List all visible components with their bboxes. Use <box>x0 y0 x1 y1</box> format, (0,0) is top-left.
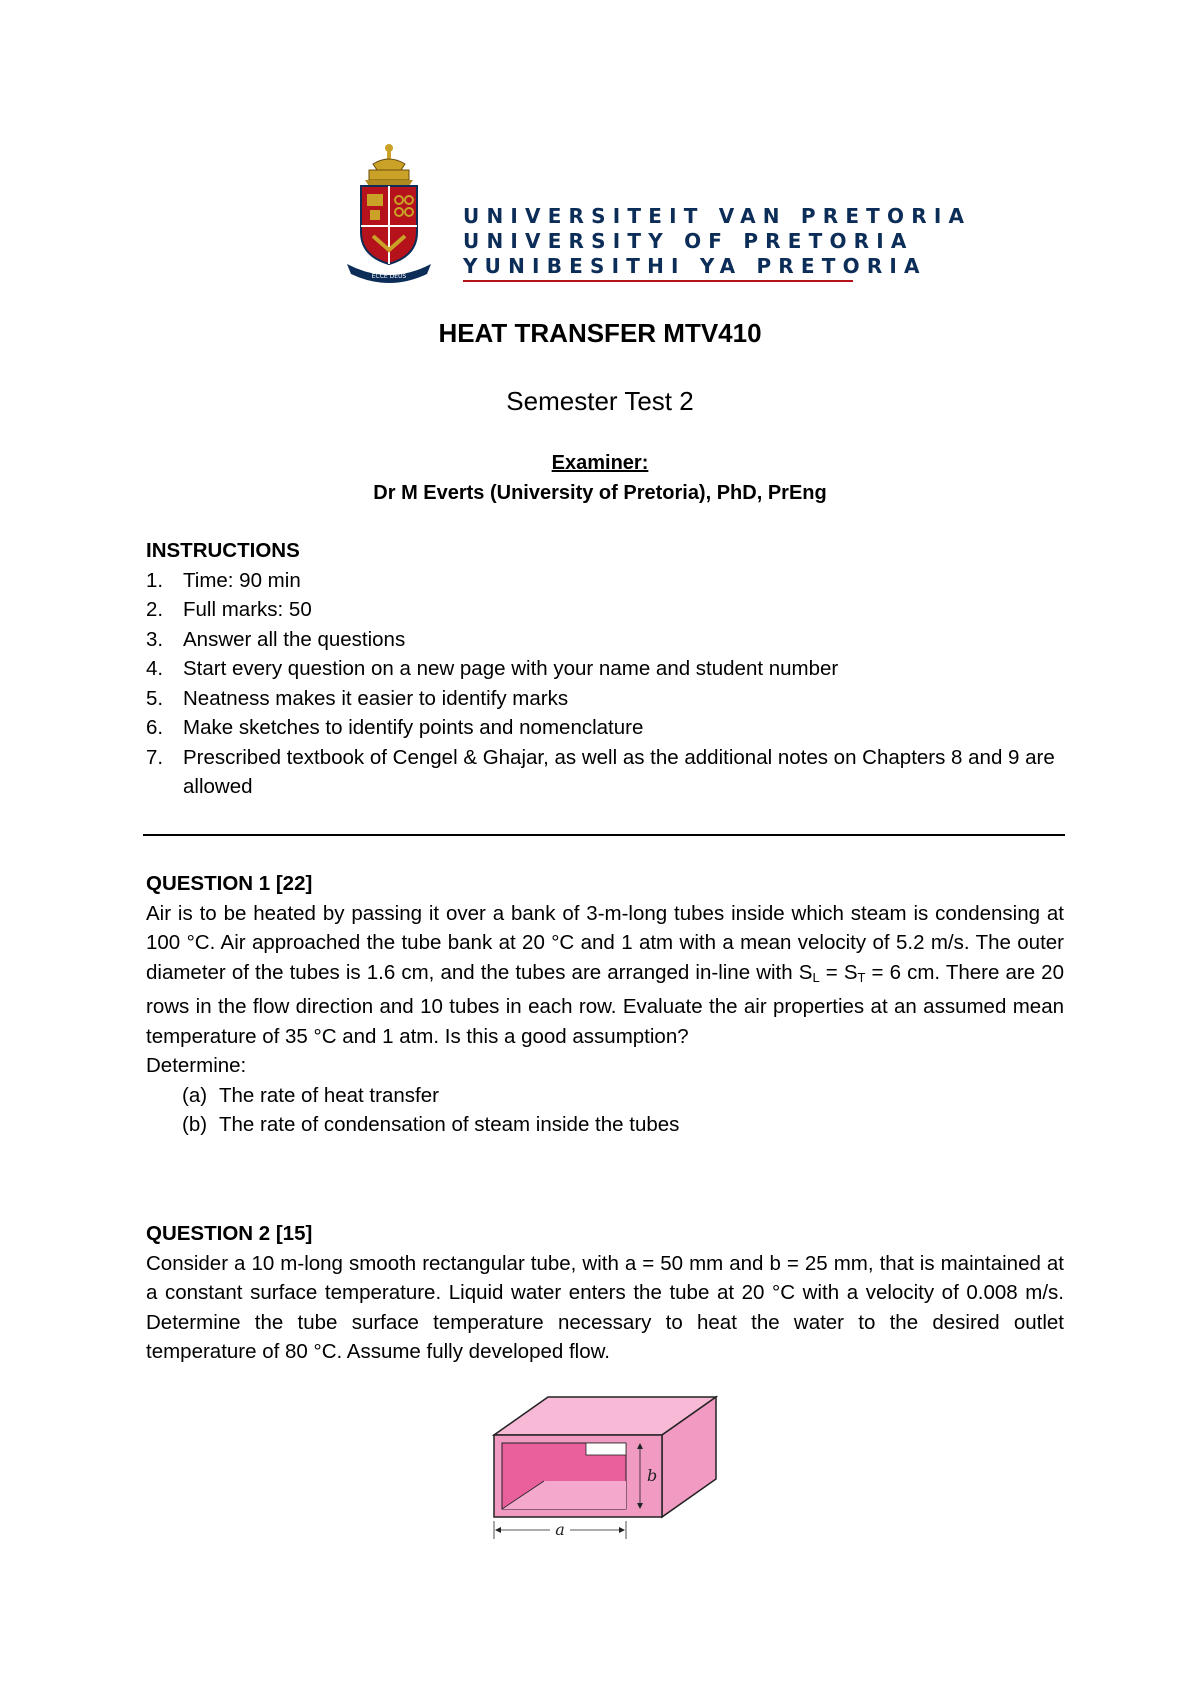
instruction-text: Full marks: 50 <box>183 598 312 621</box>
instruction-text: Neatness makes it easier to identify marks <box>183 686 569 710</box>
instructions-section <box>146 536 1064 802</box>
question-1-heading: QUESTION 1 [22] <box>146 872 313 895</box>
tube-far-opening <box>586 1443 626 1455</box>
university-name-english: UNIVERSITY OF PRETORIA <box>463 229 914 253</box>
part-label: (a) <box>182 1083 208 1107</box>
crest-motto: ECCE DEUS <box>371 273 407 280</box>
examiner-name: Dr M Everts (University of Pretoria), PhD, PrEng <box>373 482 827 504</box>
university-logo <box>343 140 972 290</box>
test-name: Semester Test 2 <box>506 386 694 416</box>
instruction-number: 7. <box>146 745 164 769</box>
instruction-number: 6. <box>146 716 164 739</box>
university-name-sepedi: YUNIBESITHI YA PRETORIA <box>463 254 927 278</box>
part-label: (b) <box>182 1113 208 1136</box>
instruction-item <box>146 654 1064 684</box>
examiner-label: Examiner: <box>551 452 649 474</box>
instruction-text: Answer all the questions <box>183 627 406 651</box>
instruction-text: Start every question on a new page with your name and student number <box>183 657 839 680</box>
instruction-text: Time: 90 min <box>183 568 301 592</box>
determine-label: Determine: <box>146 1054 247 1077</box>
university-name-afrikaans: UNIVERSITEIT VAN PRETORIA <box>463 204 972 228</box>
instruction-item <box>146 684 1064 714</box>
instruction-item <box>146 743 1064 802</box>
instructions-heading: INSTRUCTIONS <box>146 539 300 562</box>
dimension-b-label: b <box>647 1466 658 1485</box>
question-2-text: Consider a 10 m-long smooth rectangular tube, with a = 50 mm and b = 25 mm, that is maintained at a constant surface temperature. Liquid water enters the tube at 20 °C with a velocity of 0.008 m/s. Determine the tube surface temperature necessary to heat the water to the desired outlet temperature of 80 °C. Assume fully developed flow. <box>146 1251 1064 1363</box>
instruction-item <box>146 566 1064 596</box>
instruction-item <box>146 713 1064 743</box>
logo-red-rule <box>463 280 853 282</box>
question-part <box>182 1081 1064 1111</box>
instruction-item <box>146 625 1064 655</box>
dimension-a-label: a <box>555 1520 565 1539</box>
instruction-number: 4. <box>146 657 164 680</box>
rectangular-tube-figure <box>490 1393 722 1541</box>
question-part <box>182 1110 1064 1140</box>
instruction-number: 5. <box>146 686 164 710</box>
part-text: The rate of heat transfer <box>219 1083 439 1107</box>
question-1-text: Air is to be heated by passing it over a bank of 3-m-long tubes inside which steam is condensing at 100 °C. Air approached the tube bank at 20 °C and 1 atm with a mean velocity of 5.2 m/s. The outer diameter of the tubes is 1.6 cm, and the tubes are arranged in-line with $S_L = S_T = 6$ cm. There are 20 rows in the flow direction and 10 tubes in each row. Evaluate the air properties at an assumed mean temperature of 35 °C and 1 atm. Is this a good assumption? <box>146 901 1064 1048</box>
instruction-number: 1. <box>146 568 164 592</box>
question-1-parts <box>146 1081 1064 1140</box>
part-text: The rate of condensation of steam inside the tubes <box>219 1113 680 1136</box>
instruction-item <box>146 595 1064 625</box>
course-title: HEAT TRANSFER MTV410 <box>438 318 762 348</box>
instruction-text: Make sketches to identify points and nomenclature <box>183 716 644 739</box>
question-2 <box>146 1219 1064 1367</box>
question-2-heading: QUESTION 2 [15] <box>146 1222 313 1245</box>
instruction-text: Prescribed textbook of Cengel & Ghajar, as well as the additional notes on Chapters 8 and 9 are allowed <box>183 745 1055 798</box>
university-crest-icon <box>343 140 435 285</box>
instruction-number: 2. <box>146 598 164 621</box>
section-divider <box>143 834 1065 836</box>
university-name-lines <box>463 204 972 279</box>
question-1 <box>146 869 1064 1140</box>
instructions-list <box>146 566 1064 802</box>
instruction-number: 3. <box>146 627 164 651</box>
